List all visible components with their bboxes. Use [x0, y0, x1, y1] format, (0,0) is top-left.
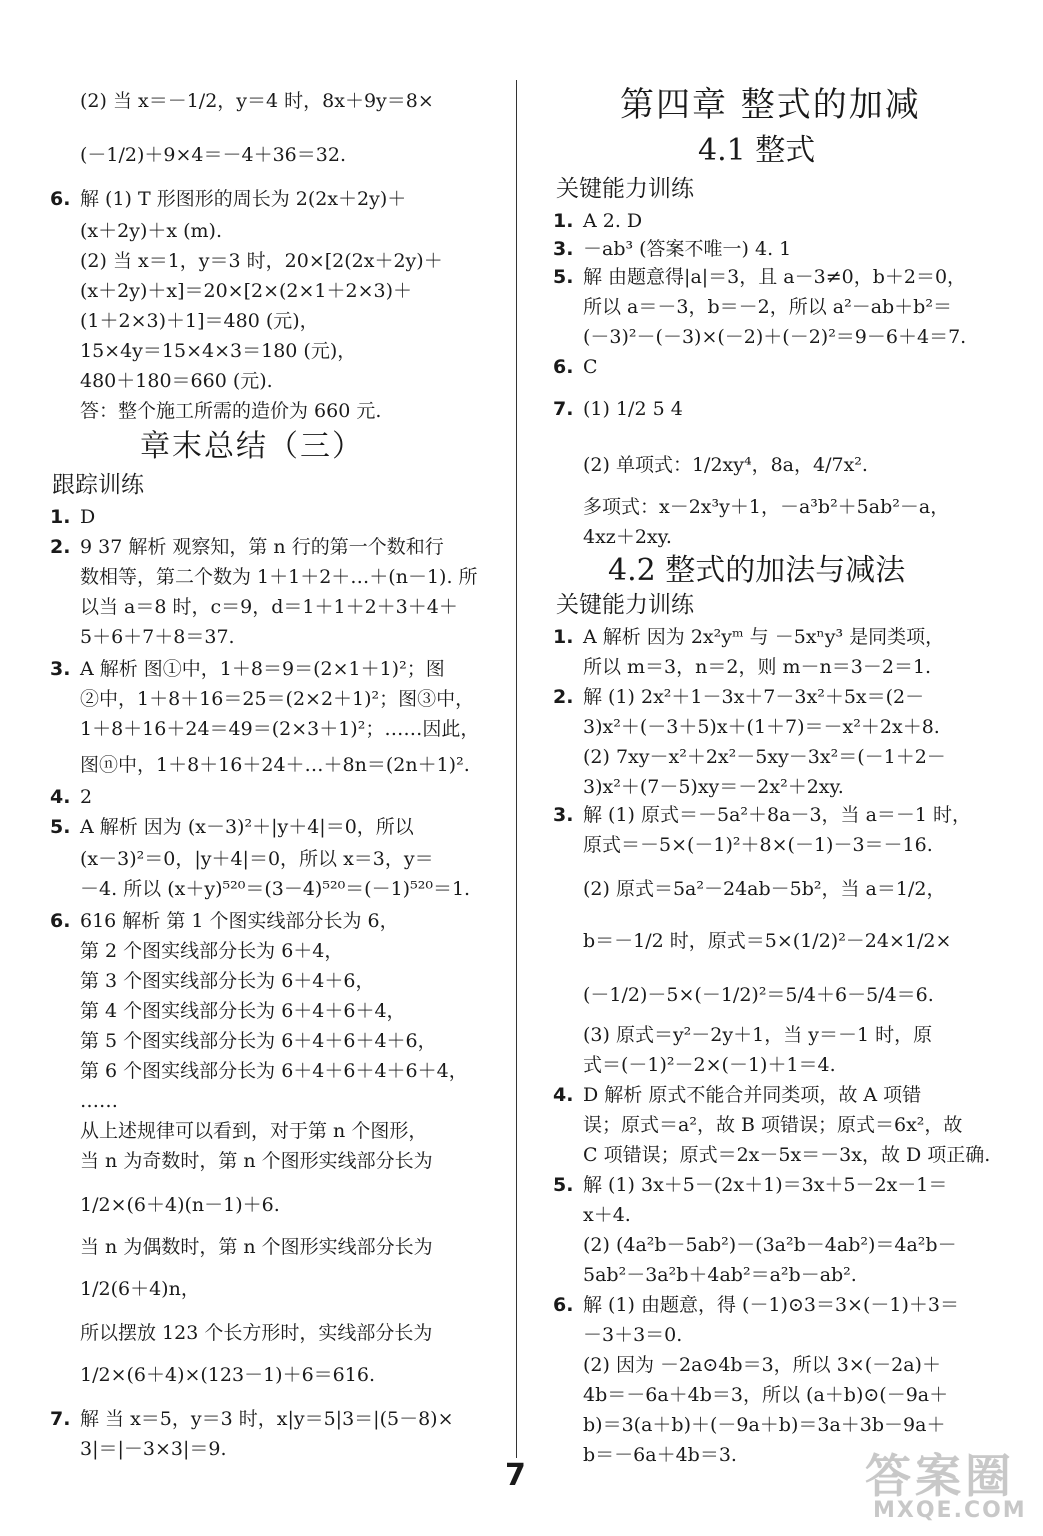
- item-number: 6.: [553, 1294, 574, 1316]
- item-number: 1.: [553, 210, 574, 232]
- section-subheading: 关键能力训练: [556, 176, 694, 202]
- line-text: (2) (4a²b－5ab²)－(3a²b－4ab²)＝4a²b－: [583, 1234, 957, 1256]
- section-heading: 第四章 整式的加减: [620, 85, 921, 125]
- line-text: 误；原式＝a²，故 B 项错误；原式＝6x²，故: [583, 1114, 963, 1136]
- answer-line: [80, 146, 346, 165]
- line-text: 3|＝|－3×3|＝9.: [80, 1438, 227, 1460]
- item-number: 5.: [553, 1174, 574, 1196]
- answer-line: [80, 252, 443, 271]
- answer-item: [50, 786, 93, 808]
- answer-line: [80, 1092, 118, 1111]
- line-text: 4b＝－6a＋4b＝3，所以 (a＋b)⊙(－9a＋: [583, 1384, 949, 1406]
- line-text: 1/2(6＋4)n，: [80, 1278, 200, 1300]
- line-text: C: [583, 356, 598, 378]
- answer-item: [50, 536, 444, 558]
- line-text: b＝－6a＋4b＝3.: [583, 1444, 737, 1466]
- answer-line: [80, 372, 273, 391]
- line-text: 解 (1) 原式＝－5a²＋8a－3，当 a＝－1 时，: [583, 804, 972, 826]
- line-text: A 解析 因为 2x²yᵐ 与 －5xⁿy³ 是同类项，: [583, 626, 945, 648]
- answer-line: [583, 1266, 857, 1285]
- answer-line: [80, 282, 412, 301]
- watermark-text: 答案圈: [865, 1449, 1015, 1503]
- answer-line: [583, 1446, 737, 1465]
- line-text: C 项错误；原式＝2x－5x＝－3x，故 D 项正确.: [583, 1144, 991, 1166]
- watermark-logo: [855, 1440, 1035, 1530]
- answer-line: [80, 1238, 433, 1257]
- line-text: (2) 当 x＝1，y＝3 时，20×[2(2x＋2y)＋: [80, 250, 443, 272]
- line-text: 第 2 个图实线部分长为 6＋4，: [80, 940, 344, 962]
- line-text: ②中，1＋8＋16＝25＝(2×2＋1)²；图③中，: [80, 688, 475, 710]
- item-number: 3.: [553, 238, 574, 260]
- answer-line: [583, 1206, 631, 1225]
- line-text: 数相等，第二个数为 1＋1＋2＋…＋(n－1). 所: [80, 566, 478, 588]
- line-text: 第 3 个图实线部分长为 6＋4＋6，: [80, 970, 375, 992]
- item-number: 6.: [50, 188, 71, 210]
- line-text: 616 解析 第 1 个图实线部分长为 6，: [80, 910, 399, 932]
- answer-line: [583, 986, 934, 1005]
- item-number: 5.: [50, 816, 71, 838]
- line-text: 式＝(－1)²－2×(－1)＋1＝4.: [583, 1054, 836, 1076]
- line-text: 1/2×(6＋4)(n－1)＋6.: [80, 1194, 280, 1216]
- answer-item: [50, 658, 445, 680]
- answer-line: [80, 312, 319, 331]
- item-number: 2.: [50, 536, 71, 558]
- answer-line: [583, 1056, 836, 1075]
- line-text: 15×4y＝15×4×3＝180 (元)，: [80, 340, 357, 362]
- line-text: (x＋2y)＋x (m).: [80, 220, 222, 242]
- answer-line: [80, 756, 470, 775]
- answer-line: [80, 1032, 437, 1051]
- line-text: 第 5 个图实线部分长为 6＋4＋6＋4＋6，: [80, 1030, 437, 1052]
- item-number: 7.: [50, 1408, 71, 1430]
- line-text: (2) 单项式：1/2xy⁴，8a，4/7x².: [583, 454, 868, 476]
- line-text: 原式＝－5×(－1)²＋8×(－1)－3＝－16.: [583, 834, 933, 856]
- section-heading: 章末总结（三）: [140, 429, 364, 464]
- answer-line: [80, 402, 381, 421]
- page-number: 7: [505, 1458, 526, 1493]
- line-text: 解 (1) 3x＋5－(2x＋1)＝3x＋5－2x－1＝: [583, 1174, 948, 1196]
- line-text: (－3)²－(－3)×(－2)＋(－2)²＝9－6＋4＝7.: [583, 326, 967, 348]
- answer-line: [80, 568, 478, 587]
- item-number: 6.: [50, 910, 71, 932]
- answer-line: [583, 880, 945, 899]
- line-text: (－1/2)＋9×4＝－4＋36＝32.: [80, 144, 346, 166]
- answer-line: [583, 1356, 941, 1375]
- answer-line: [583, 1146, 990, 1165]
- line-text: 所以摆放 123 个长方形时，实线部分长为: [80, 1322, 433, 1344]
- answer-line: [80, 1122, 427, 1141]
- item-number: 3.: [50, 658, 71, 680]
- line-text: 答：整个施工所需的造价为 660 元.: [80, 400, 382, 422]
- answer-line: [583, 1326, 682, 1345]
- answer-line: [583, 528, 672, 547]
- answer-item: [553, 1084, 922, 1106]
- line-text: A 解析 图①中，1＋8＝9＝(2×1＋1)²；图: [80, 658, 445, 680]
- answer-item: [50, 1408, 454, 1430]
- line-text: A 2. D: [583, 210, 643, 232]
- item-number: 4.: [553, 1084, 574, 1106]
- item-number: 1.: [553, 626, 574, 648]
- answer-line: [80, 598, 458, 617]
- section-heading: 4.2 整式的加法与减法: [608, 553, 906, 588]
- answer-item: [553, 398, 683, 420]
- answer-line: [80, 1062, 468, 1081]
- answer-line: [80, 1324, 432, 1343]
- line-text: (2) 当 x＝－1/2，y＝4 时，8x＋9y＝8×: [80, 90, 434, 112]
- line-text: 解 当 x＝5，y＝3 时，x|y＝5|3＝|(5－8)×: [80, 1408, 454, 1430]
- line-text: 当 n 为偶数时，第 n 个图形实线部分长为: [80, 1236, 433, 1258]
- answer-line: [80, 92, 434, 111]
- answer-line: [583, 1416, 945, 1435]
- answer-item: [553, 1294, 959, 1316]
- answer-item: [50, 910, 399, 932]
- item-number: 1.: [50, 506, 71, 528]
- line-text: 第 4 个图实线部分长为 6＋4＋6＋4，: [80, 1000, 406, 1022]
- line-text: 3)x²＋(7－5)xy＝－2x²＋2xy.: [583, 776, 844, 798]
- section-subheading: 跟踪训练: [52, 472, 144, 498]
- answer-line: [80, 880, 470, 899]
- line-text: (x－3)²＝0，|y＋4|＝0，所以 x＝3，y＝: [80, 848, 434, 870]
- line-text: 2: [80, 786, 93, 808]
- answer-line: [583, 932, 951, 951]
- line-text: 解 (1) 由题意，得 (－1)⊙3＝3×(－1)＋3＝: [583, 1294, 959, 1316]
- answer-line: [80, 1440, 227, 1459]
- answer-item: [553, 626, 945, 648]
- item-number: 3.: [553, 804, 574, 826]
- line-text: b＝－1/2 时，原式＝5×(1/2)²－24×1/2×: [583, 930, 952, 952]
- answer-line: [80, 690, 474, 709]
- answer-line: [80, 1002, 406, 1021]
- answer-line: [583, 298, 952, 317]
- answer-line: [583, 1026, 932, 1045]
- column-divider: [516, 80, 517, 1458]
- answer-line: [583, 1116, 962, 1135]
- line-text: 解 (1) T 形图形的周长为 2(2x＋2y)＋: [80, 188, 407, 210]
- item-number: 4.: [50, 786, 71, 808]
- line-text: 当 n 为奇数时，第 n 个图形实线部分长为: [80, 1150, 433, 1172]
- answer-line: [80, 1280, 200, 1299]
- answer-line: [583, 658, 931, 677]
- answer-item: [50, 506, 96, 528]
- line-text: －4. 所以 (x＋y)⁵²⁰＝(3－4)⁵²⁰＝(－1)⁵²⁰＝1.: [80, 878, 471, 900]
- line-text: 5＋6＋7＋8＝37.: [80, 626, 235, 648]
- answer-item: [553, 356, 598, 378]
- answer-item: [553, 686, 925, 708]
- line-text: 1＋8＋16＋24＝49＝(2×3＋1)²；……因此，: [80, 718, 480, 740]
- answer-line: [80, 222, 222, 241]
- answer-line: [80, 1152, 433, 1171]
- item-number: 7.: [553, 398, 574, 420]
- answer-item: [553, 238, 792, 260]
- answer-line: [80, 1366, 375, 1385]
- watermark-url: MXQE.COM: [873, 1498, 1027, 1523]
- answer-line: [80, 942, 343, 961]
- line-text: 所以 m＝3，n＝2，则 m－n＝3－2＝1.: [583, 656, 932, 678]
- answer-item: [553, 210, 643, 232]
- answer-item: [50, 816, 414, 838]
- answer-line: [80, 972, 374, 991]
- line-text: A 解析 因为 (x－3)²＋|y＋4|＝0，所以: [80, 816, 414, 838]
- line-text: 解 由题意得|a|＝3，且 a－3≠0，b＋2＝0，: [583, 266, 967, 288]
- answer-line: [80, 342, 356, 361]
- line-text: 3)x²＋(－3＋5)x＋(1＋7)＝－x²＋2x＋8.: [583, 716, 940, 738]
- line-text: －3＋3＝0.: [583, 1324, 683, 1346]
- line-text: (2) 7xy－x²＋2x²－5xy－3x²＝(－1＋2－: [583, 746, 946, 768]
- answer-item: [553, 804, 972, 826]
- line-text: (1＋2×3)＋1]＝480 (元)，: [80, 310, 319, 332]
- line-text: －ab³ (答案不唯一) 4. 1: [583, 238, 792, 260]
- line-text: 4xz＋2xy.: [583, 526, 672, 548]
- section-subheading: 关键能力训练: [556, 592, 694, 618]
- line-text: 第 6 个图实线部分长为 6＋4＋6＋4＋6＋4，: [80, 1060, 468, 1082]
- line-text: (－1/2)－5×(－1/2)²＝5/4＋6－5/4＝6.: [583, 984, 934, 1006]
- line-text: 从上述规律可以看到，对于第 n 个图形，: [80, 1120, 428, 1142]
- line-text: ……: [80, 1090, 118, 1112]
- item-number: 6.: [553, 356, 574, 378]
- answer-line: [583, 718, 940, 737]
- line-text: b)＝3(a＋b)＋(－9a＋b)＝3a＋3b－9a＋: [583, 1414, 946, 1436]
- line-text: 解 (1) 2x²＋1－3x＋7－3x²＋5x＝(2－: [583, 686, 925, 708]
- answer-line: [583, 1236, 957, 1255]
- answer-line: [583, 328, 966, 347]
- line-text: D 解析 原式不能合并同类项，故 A 项错: [583, 1084, 922, 1106]
- answer-line: [583, 456, 868, 475]
- answer-item: [553, 266, 967, 288]
- answer-line: [80, 850, 434, 869]
- line-text: 480＋180＝660 (元).: [80, 370, 273, 392]
- answer-line: [583, 748, 946, 767]
- line-text: 图ⓝ中，1＋8＋16＋24＋…＋8n＝(2n＋1)².: [80, 754, 470, 776]
- line-text: 所以 a＝－3，b＝－2，所以 a²－ab＋b²＝: [583, 296, 952, 318]
- line-text: D: [80, 506, 96, 528]
- section-heading: 4.1 整式: [698, 133, 816, 168]
- answer-item: [553, 1174, 948, 1196]
- answer-line: [583, 1386, 948, 1405]
- answer-item: [50, 188, 407, 210]
- line-text: 5ab²－3a²b＋4ab²＝a²b－ab².: [583, 1264, 857, 1286]
- answer-line: [583, 836, 933, 855]
- answer-line: [80, 720, 479, 739]
- line-text: (2) 因为 －2a⊙4b＝3，所以 3×(－2a)＋: [583, 1354, 941, 1376]
- line-text: 以当 a＝8 时，c＝9，d＝1＋1＋2＋3＋4＋: [80, 596, 458, 618]
- answer-line: [583, 498, 949, 517]
- line-text: x＋4.: [583, 1204, 631, 1226]
- line-text: (x＋2y)＋x]＝20×[2×(2×1＋2×3)＋: [80, 280, 413, 302]
- item-number: 2.: [553, 686, 574, 708]
- line-text: (2) 原式＝5a²－24ab－5b²，当 a＝1/2，: [583, 878, 946, 900]
- line-text: 1/2×(6＋4)×(123－1)＋6＝616.: [80, 1364, 375, 1386]
- answer-line: [583, 778, 844, 797]
- item-number: 5.: [553, 266, 574, 288]
- line-text: (1) 1/2 5 4: [583, 398, 683, 420]
- answer-line: [80, 628, 235, 647]
- answer-line: [80, 1196, 280, 1215]
- line-text: (3) 原式＝y²－2y＋1，当 y＝－1 时，原: [583, 1024, 933, 1046]
- line-text: 9 37 解析 观察知，第 n 行的第一个数和行: [80, 536, 444, 558]
- line-text: 多项式：x－2x³y＋1，－a³b²＋5ab²－a，: [583, 496, 950, 518]
